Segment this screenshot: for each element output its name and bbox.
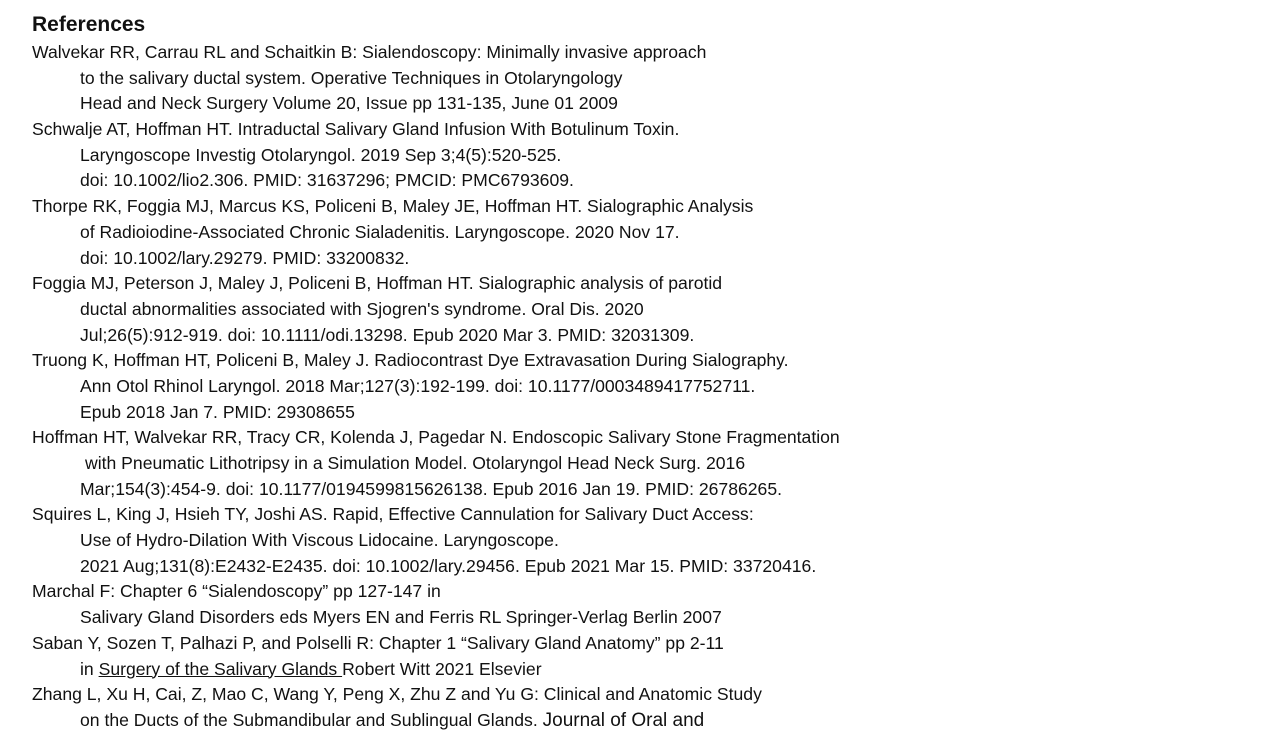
reference-line: Ann Otol Rhinol Laryngol. 2018 Mar;127(3):192-199. doi: 10.1177/0003489417752711.	[80, 375, 756, 396]
reference-line: to the salivary ductal system. Operative Techniques in Otolaryngology	[80, 67, 623, 88]
reference-line	[32, 657, 1262, 683]
reference-line: of Radioiodine-Associated Chronic Sialadenitis. Laryngoscope. 2020 Nov 17.	[80, 221, 680, 242]
reference-item	[32, 502, 1262, 579]
reference-item	[32, 425, 1262, 502]
book-title-underlined: Surgery of the Salivary Glands	[98, 658, 343, 679]
reference-item	[32, 631, 1262, 682]
reference-item	[32, 348, 1262, 425]
reference-line: Salivary Gland Disorders eds Myers EN and Ferris RL Springer-Verlag Berlin 2007	[80, 607, 722, 628]
reference-line: Hoffman HT, Walvekar RR, Tracy CR, Kolenda J, Pagedar N. Endoscopic Salivary Stone Fragmentation	[32, 427, 840, 448]
reference-line: doi: 10.1002/lio2.306. PMID: 31637296; PMCID: PMC6793609.	[80, 170, 574, 191]
reference-item	[32, 194, 1262, 271]
reference-line: Walvekar RR, Carrau RL and Schaitkin B: Sialendoscopy: Minimally invasive approach	[32, 42, 707, 62]
page-title: References	[32, 13, 146, 36]
reference-line: ductal abnormalities associated with Sjogren's syndrome. Oral Dis. 2020	[80, 298, 644, 319]
reference-list	[32, 40, 1262, 734]
reference-line: Schwalje AT, Hoffman HT. Intraductal Salivary Gland Infusion With Botulinum Toxin.	[32, 119, 680, 140]
reference-item	[32, 579, 1262, 630]
reference-line: Mar;154(3):454-9. doi: 10.1177/0194599815626138. Epub 2016 Jan 19. PMID: 26786265.	[80, 478, 783, 499]
reference-line: Zhang L, Xu H, Cai, Z, Mao C, Wang Y, Peng X, Zhu Z and Yu G: Clinical and Anatomic Study	[32, 684, 762, 705]
reference-line: Saban Y, Sozen T, Palhazi P, and Polselli R: Chapter 1 “Salivary Gland Anatomy” pp 2-11	[32, 632, 724, 653]
reference-line: Squires L, King J, Hsieh TY, Joshi AS. Rapid, Effective Cannulation for Salivary Duct Access:	[32, 504, 754, 525]
reference-line: with Pneumatic Lithotripsy in a Simulation Model. Otolaryngol Head Neck Surg. 2016	[85, 453, 746, 473]
reference-text: in	[80, 658, 99, 679]
reference-line: Jul;26(5):912-919. doi: 10.1111/odi.13298. Epub 2020 Mar 3. PMID: 32031309.	[80, 324, 695, 345]
reference-item	[32, 40, 1262, 117]
reference-line: Head and Neck Surgery Volume 20, Issue pp 131-135, June 01 2009	[80, 93, 618, 114]
reference-line: Use of Hydro-Dilation With Viscous Lidocaine. Laryngoscope.	[80, 530, 559, 551]
reference-item	[32, 682, 1262, 733]
reference-line: Truong K, Hoffman HT, Policeni B, Maley J. Radiocontrast Dye Extravasation During Sialography.	[32, 350, 789, 371]
journal-title: Journal of Oral and	[542, 709, 705, 731]
reference-item	[32, 117, 1262, 194]
reference-line: Epub 2018 Jan 7. PMID: 29308655	[80, 401, 355, 422]
reference-line: doi: 10.1002/lary.29279. PMID: 33200832.	[80, 247, 410, 268]
reference-line: Foggia MJ, Peterson J, Maley J, Policeni B, Hoffman HT. Sialographic analysis of parotid	[32, 273, 723, 294]
reference-line: Thorpe RK, Foggia MJ, Marcus KS, Policeni B, Maley JE, Hoffman HT. Sialographic Analysis	[32, 196, 754, 217]
reference-line	[32, 708, 1262, 734]
reference-line: Laryngoscope Investig Otolaryngol. 2019 Sep 3;4(5):520-525.	[80, 144, 562, 165]
reference-text: Robert Witt 2021 Elsevier	[342, 658, 542, 679]
reference-line: Marchal F: Chapter 6 “Sialendoscopy” pp 127-147 in	[32, 581, 441, 602]
reference-item	[32, 271, 1262, 348]
reference-text: on the Ducts of the Submandibular and Sublingual Glands.	[80, 709, 543, 730]
reference-line: 2021 Aug;131(8):E2432-E2435. doi: 10.1002/lary.29456. Epub 2021 Mar 15. PMID: 33720416.	[80, 555, 817, 576]
